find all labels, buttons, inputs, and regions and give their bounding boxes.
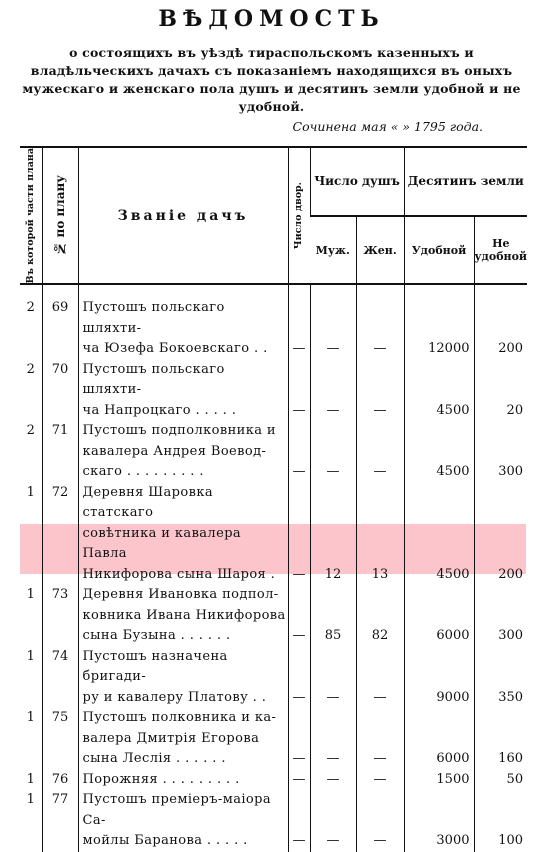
header-land: Десятинъ земли xyxy=(404,147,527,216)
cell-name-line: кавалера Андрея Воевод- xyxy=(82,443,267,459)
cell-name xyxy=(78,360,288,422)
cell-good: 12000 xyxy=(404,298,474,360)
cell-part: 1 xyxy=(26,587,35,603)
cell-name-line: сына Леслія . . . . . . xyxy=(82,751,226,767)
cell-name xyxy=(78,483,288,586)
cell-female: — xyxy=(356,360,404,422)
cell-plan-no: 69 xyxy=(42,298,78,360)
cell-name-line: ча Юзефа Бокоевскаго . . xyxy=(82,341,268,357)
cell-name xyxy=(78,585,288,647)
table-row xyxy=(20,483,527,586)
cell-name-line: сына Бузына . . . . . . xyxy=(82,628,231,644)
cell-male: — xyxy=(310,647,356,709)
cell-plan-no: 75 xyxy=(42,708,78,770)
document-subtitle: о состоящихъ въ уѣздѣ тираспольскомъ казенныхъ и владѣльческихъ дачахъ съ показаніемъ находящихся въ оныхъ мужескаго и женскаго пола душъ и десятинъ земли удобной и не удобной. xyxy=(22,45,521,114)
cell-female: — xyxy=(356,421,404,483)
table-row xyxy=(20,360,527,422)
header-bad: Не удобной xyxy=(474,216,527,285)
cell-part: 2 xyxy=(26,361,35,377)
cell-name-line: ча Напроцкаго . . . . . xyxy=(82,402,237,418)
cell-name-line: ру и кавалеру Платову . . xyxy=(82,689,267,705)
cell-good: 1500 xyxy=(404,770,474,791)
cell-name xyxy=(78,770,288,791)
cell-plan-no: 74 xyxy=(42,647,78,709)
cell-dvor: — xyxy=(288,585,310,647)
cell-name-line: скаго . . . . . . . . . xyxy=(82,464,204,480)
cell-good: 4500 xyxy=(404,483,474,586)
cell-good: 6000 xyxy=(404,585,474,647)
cell-name xyxy=(78,421,288,483)
cell-female: 13 xyxy=(356,483,404,586)
table-row xyxy=(20,585,527,647)
cell-part: 1 xyxy=(26,710,35,726)
cell-male: 12 xyxy=(310,483,356,586)
cell-part: 1 xyxy=(26,771,35,787)
header-souls: Число душъ xyxy=(310,147,404,216)
header-plan-no: № по плану xyxy=(42,147,78,284)
register-table xyxy=(20,146,527,852)
cell-part: 2 xyxy=(26,423,35,439)
header-part: Въ которой части плана xyxy=(20,147,42,284)
cell-part: 1 xyxy=(26,792,35,808)
cell-bad: 300 xyxy=(474,585,527,647)
cell-female: — xyxy=(356,298,404,360)
cell-bad: 160 xyxy=(474,708,527,770)
cell-name-line: Порожняя . . . . . . . . . xyxy=(82,771,240,787)
cell-name-line: Пустошъ премiеръ-маiора Са- xyxy=(82,792,272,828)
table-row xyxy=(20,421,527,483)
cell-male: — xyxy=(310,708,356,770)
cell-dvor: — xyxy=(288,298,310,360)
cell-dvor: — xyxy=(288,483,310,586)
cell-dvor: — xyxy=(288,708,310,770)
cell-dvor: — xyxy=(288,421,310,483)
cell-male: — xyxy=(310,770,356,791)
cell-name xyxy=(78,298,288,360)
document-dateline: Сочинена мая « » 1795 года. xyxy=(292,119,483,134)
cell-name-line: Пустошъ назначена бригади- xyxy=(82,648,228,685)
cell-bad: 100 xyxy=(474,790,527,852)
cell-female: 82 xyxy=(356,585,404,647)
cell-dvor: — xyxy=(288,790,310,852)
header-name: Званіе дачъ xyxy=(78,147,288,284)
header-good: Удобной xyxy=(404,216,474,285)
cell-good: 6000 xyxy=(404,708,474,770)
cell-name-line: Пустошъ полковника и ка- xyxy=(82,710,277,726)
cell-part: 2 xyxy=(26,300,35,316)
cell-male: — xyxy=(310,790,356,852)
cell-plan-no: 77 xyxy=(42,790,78,852)
cell-good: 4500 xyxy=(404,360,474,422)
cell-bad: 20 xyxy=(474,360,527,422)
document-title: ВѢДОМОСТЬ xyxy=(158,6,385,32)
cell-female: — xyxy=(356,770,404,791)
cell-name-line: мойлы Баранова . . . . . xyxy=(82,833,248,849)
cell-dvor: — xyxy=(288,360,310,422)
cell-female: — xyxy=(356,647,404,709)
cell-female: — xyxy=(356,790,404,852)
cell-bad: 50 xyxy=(474,770,527,791)
cell-name-line: валера Дмитрія Егорова xyxy=(82,730,260,746)
cell-plan-no: 70 xyxy=(42,360,78,422)
table-row xyxy=(20,647,527,709)
cell-part: 1 xyxy=(26,648,35,664)
header-female: Жен. xyxy=(356,216,404,285)
cell-part: 1 xyxy=(26,484,35,500)
cell-dvor: — xyxy=(288,647,310,709)
cell-name-line: Деревня Ивановка подпол- xyxy=(82,587,279,603)
cell-plan-no: 76 xyxy=(42,770,78,791)
cell-good: 3000 xyxy=(404,790,474,852)
cell-male: — xyxy=(310,421,356,483)
cell-name-line: ковника Ивана Никифорова xyxy=(82,607,286,623)
cell-female: — xyxy=(356,708,404,770)
cell-name-line: Деревня Шаровка статскаго xyxy=(82,484,214,521)
table-header xyxy=(20,147,527,284)
cell-good: 9000 xyxy=(404,647,474,709)
table-row xyxy=(20,708,527,770)
table-body xyxy=(20,284,527,852)
header-male: Муж. xyxy=(310,216,356,285)
cell-name-line: Никифорова сына Шароя . xyxy=(82,566,276,582)
cell-name xyxy=(78,647,288,709)
table-row xyxy=(20,298,527,360)
table-row xyxy=(20,770,527,791)
cell-plan-no: 72 xyxy=(42,483,78,586)
cell-good: 4500 xyxy=(404,421,474,483)
cell-name-line: Пустошъ подполковника и xyxy=(82,423,276,439)
cell-dvor: — xyxy=(288,770,310,791)
cell-plan-no: 71 xyxy=(42,421,78,483)
cell-bad: 300 xyxy=(474,421,527,483)
cell-bad: 200 xyxy=(474,298,527,360)
cell-bad: 200 xyxy=(474,483,527,586)
cell-name xyxy=(78,708,288,770)
header-dvor: Число двор. xyxy=(288,147,310,284)
cell-male: — xyxy=(310,360,356,422)
table-row xyxy=(20,790,527,852)
cell-name-line: Пустошъ польскаго шляхти- xyxy=(82,300,225,336)
cell-plan-no: 73 xyxy=(42,585,78,647)
cell-name xyxy=(78,790,288,852)
cell-bad: 350 xyxy=(474,647,527,709)
cell-male: — xyxy=(310,298,356,360)
cell-name-line: Пустошъ польскаго шляхти- xyxy=(82,361,225,398)
cell-name-line: совѣтника и кавалера Павла xyxy=(82,525,242,562)
cell-male: 85 xyxy=(310,585,356,647)
